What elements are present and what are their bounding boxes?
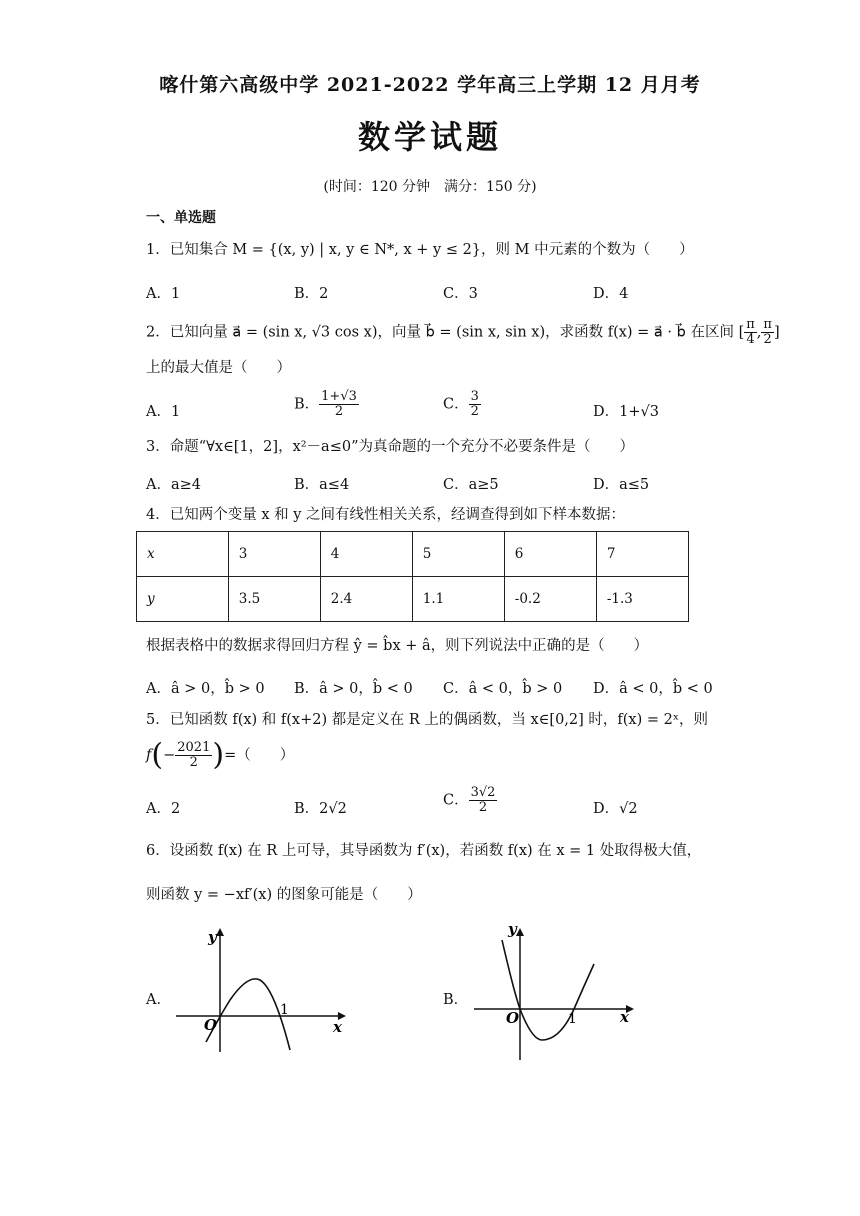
table-cell: 6 <box>504 532 596 577</box>
q4-option-b: B．â > 0，b̂ < 0 <box>294 681 413 697</box>
y-axis-label: y <box>508 922 517 938</box>
page-title: 数学试题 <box>357 118 502 156</box>
q4-stem-line2: 根据表格中的数据求得回归方程 ŷ = b̂x + â，则下列说法中正确的是（ ） <box>146 638 649 654</box>
q4-option-c: C．â < 0，b̂ > 0 <box>443 681 563 697</box>
q6-graph-a <box>170 922 350 1057</box>
table-cell: 2.4 <box>320 577 412 622</box>
q5-option-c-fraction: $\frac{3√2}{2}$ <box>470 785 496 815</box>
q2-stem: 2．已知向量 a⃗ = (sin x, √3 cos x)，向量 b⃗ = (sin x, sin x)，求函数 f(x) = a⃗ · b⃗ 在区间 [ $\frac{\pi}{4}$ , $\frac{\pi}{2}$ ] <box>146 317 780 347</box>
q3-option-c: C．a≥5 <box>443 477 499 493</box>
origin-label: O <box>506 1009 520 1027</box>
q2-option-c-fraction: $\frac{3}{2}$ <box>470 389 479 419</box>
table-cell: -1.3 <box>596 577 688 622</box>
table-row <box>137 577 689 622</box>
x-axis-label: x <box>333 1018 342 1036</box>
q1-option-c: C．3 <box>443 286 478 302</box>
table-cell: -0.2 <box>504 577 596 622</box>
curve-a <box>206 979 290 1050</box>
table-cell: 7 <box>596 532 688 577</box>
q5-stem: 5．已知函数 f(x) 和 f(x+2) 都是定义在 R 上的偶函数，当 x∈[0,2] 时，f(x) = 2ˣ，则 <box>146 712 708 728</box>
table-cell: 3.5 <box>228 577 320 622</box>
q6-option-b-label: B． <box>443 992 469 1008</box>
q2-stem-text: 2．已知向量 a⃗ = (sin x, √3 cos x)，向量 b⃗ = (sin x, sin x)，求函数 f(x) = a⃗ · b⃗ 在区间 [ <box>146 324 745 341</box>
q6-graph-b <box>470 922 640 1062</box>
q3-option-d: D．a≤5 <box>593 477 650 493</box>
school-line: 喀什第六高级中学 2021-2022 学年高三上学期 12 月月考 <box>159 74 701 96</box>
y-axis-label: y <box>208 928 217 946</box>
section-heading: 一、单选题 <box>146 210 216 226</box>
q1-option-b: B．2 <box>294 286 329 302</box>
y-axis-arrow <box>516 928 524 936</box>
origin-label: O <box>204 1016 218 1034</box>
exam-meta: (时间：120 分钟 满分：150 分) <box>323 179 537 195</box>
q5-option-c: C． $\frac{3√2}{2}$ <box>443 785 496 815</box>
table-cell: x <box>137 532 229 577</box>
q5-option-b: B．2√2 <box>294 801 347 817</box>
q2-option-c: C． $\frac{3}{2}$ <box>443 389 479 419</box>
y-axis-arrow <box>216 928 224 936</box>
q5-option-d: D．√2 <box>593 801 638 817</box>
table-cell: 4 <box>320 532 412 577</box>
q6-option-a-label: A． <box>146 992 171 1008</box>
q2-stem-line2: 上的最大值是（ ） <box>146 360 291 376</box>
q3-option-b: B．a≤4 <box>294 477 350 493</box>
q2-interval-start: $\frac{\pi}{4}$ <box>746 317 755 347</box>
q2-option-d: D．1+√3 <box>593 404 659 420</box>
table-cell: 5 <box>412 532 504 577</box>
q6-stem: 6．设函数 f(x) 在 R 上可导，其导函数为 f′(x)，若函数 f(x) 在 x = 1 处取得极大值， <box>146 843 702 859</box>
table-cell: 1.1 <box>412 577 504 622</box>
table-row <box>137 532 689 577</box>
table-cell: y <box>137 577 229 622</box>
x-axis-label: x <box>620 1008 629 1026</box>
q6-stem-line2: 则函数 y = −xf′(x) 的图象可能是（ ） <box>146 887 422 903</box>
tick-one-label: 1 <box>280 1002 289 1018</box>
q2-interval-end: $\frac{\pi}{2}$ <box>763 317 772 347</box>
q1-stem: 1．已知集合 M = {(x, y) | x, y ∈ N*, x + y ≤ 2}，则 M 中元素的个数为（ ） <box>146 242 694 258</box>
q4-stem: 4．已知两个变量 x 和 y 之间有线性相关关系，经调查得到如下样本数据： <box>146 507 626 523</box>
q5-expression: f(− $\frac{2021}{2}$ )=（ ） <box>146 737 295 773</box>
q1-option-a: A．1 <box>146 286 181 302</box>
q2-option-a: A．1 <box>146 404 181 420</box>
table-cell: 3 <box>228 532 320 577</box>
q5-option-a: A．2 <box>146 801 181 817</box>
q2-option-b-fraction: $\frac{1+√3}{2}$ <box>321 389 357 419</box>
q3-option-a: A．a≥4 <box>146 477 201 493</box>
tick-one-label: 1 <box>568 1011 577 1027</box>
q4-option-d: D．â < 0，b̂ < 0 <box>593 681 713 697</box>
q3-stem: 3．命题“∀x∈[1，2]，x²－a≤0”为真命题的一个充分不必要条件是（ ） <box>146 439 634 455</box>
q5-fraction: $\frac{2021}{2}$ <box>177 740 211 770</box>
q2-option-b: B． $\frac{1+√3}{2}$ <box>294 389 357 419</box>
q4-option-a: A．â > 0，b̂ > 0 <box>146 681 265 697</box>
sample-data-table <box>136 531 689 622</box>
q1-option-d: D．4 <box>593 286 629 302</box>
